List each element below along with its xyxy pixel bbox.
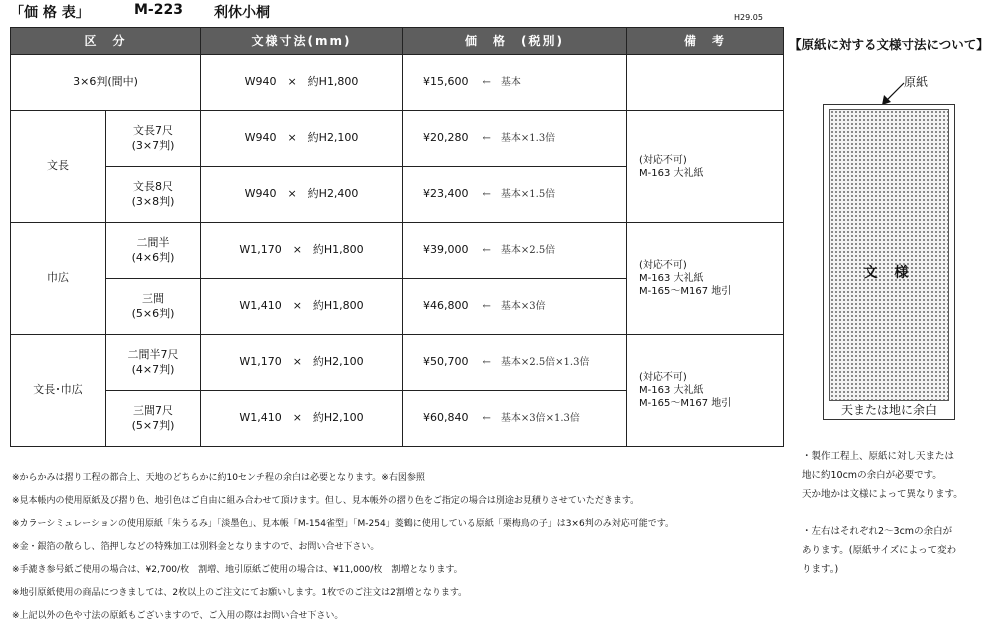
- table-row: [11, 55, 784, 111]
- price-value: ¥50,700: [423, 355, 469, 369]
- header-remarks: 備 考: [627, 28, 784, 55]
- diagram-note-line: ・左右はそれぞれ2～3cmの余白が: [802, 526, 953, 537]
- product-name: 利休小桐: [214, 5, 270, 21]
- subcategory-cell: 二間半7尺 (4×7判): [106, 335, 201, 391]
- price-cell: [403, 279, 627, 335]
- price-multiplier: ← 基本×3倍×1.3倍: [482, 413, 580, 425]
- remarks-cell: (対応不可) M-163 大礼紙: [627, 111, 784, 223]
- subcategory-cell: 二間半 (4×6判): [106, 223, 201, 279]
- footnote: ※上記以外の色や寸法の原紙もございますので、ご入用の際はお問い合せ下さい。: [12, 611, 344, 621]
- price-value: ¥39,000: [423, 243, 469, 257]
- price-multiplier: ← 基本: [482, 77, 521, 89]
- price-value: ¥60,840: [423, 411, 469, 425]
- price-value: ¥46,800: [423, 299, 469, 313]
- size-cell: W1,410 × 約H2,100: [201, 391, 403, 447]
- price-cell: [403, 55, 627, 111]
- diagram-note-line: 地に約10cmの余白が必要です。: [802, 470, 942, 481]
- category-cell: 3×6判(間中): [11, 55, 201, 111]
- price-cell: [403, 335, 627, 391]
- size-cell: W940 × 約H1,800: [201, 55, 403, 111]
- group-label-habahiro: 巾広: [11, 223, 106, 335]
- footnote: ※見本帳内の使用原紙及び摺り色、地引色はご自由に組み合わせて頂けます。但し、見本帳外の摺り色をご指定の場合は別途お見積りさせていただきます。: [12, 496, 640, 506]
- pattern-label: 文 様: [863, 265, 915, 281]
- price-list-title: 「価 格 表」: [10, 5, 90, 21]
- group-label-both: 文長･巾広: [11, 335, 106, 447]
- remarks-cell: [627, 55, 784, 111]
- remarks-cell: (対応不可) M-163 大礼紙 M-165～M167 地引: [627, 335, 784, 447]
- subcategory-cell: 文長7尺 (3×7判): [106, 111, 201, 167]
- price-value: ¥15,600: [423, 75, 469, 89]
- footnote: ※からかみは摺り工程の都合上、天地のどちらかに約10センチ程の余白は必要となります。※右図参照: [12, 473, 425, 483]
- size-cell: W1,410 × 約H1,800: [201, 279, 403, 335]
- size-cell: W1,170 × 約H2,100: [201, 335, 403, 391]
- revision-date: H29.05: [734, 13, 763, 22]
- remarks-cell: (対応不可) M-163 大礼紙 M-165～M167 地引: [627, 223, 784, 335]
- table-header-row: [11, 28, 784, 55]
- footnote: ※地引原紙使用の商品につきましては、2枚以上のご注文にてお願いします。1枚でのご注文は2割増となります。: [12, 588, 468, 598]
- size-cell: W940 × 約H2,400: [201, 167, 403, 223]
- price-multiplier: ← 基本×1.5倍: [482, 189, 556, 201]
- diagram-note-line: ・製作工程上、原紙に対し天または: [802, 451, 955, 462]
- diagram-note-line: ります。): [802, 564, 839, 575]
- price-multiplier: ← 基本×1.3倍: [482, 133, 556, 145]
- price-multiplier: ← 基本×2.5倍: [482, 245, 556, 257]
- price-cell: [403, 223, 627, 279]
- subcategory-cell: 三間 (5×6判): [106, 279, 201, 335]
- size-cell: W940 × 約H2,100: [201, 111, 403, 167]
- header-category: 区 分: [11, 28, 201, 55]
- price-cell: [403, 391, 627, 447]
- subcategory-cell: 三間7尺 (5×7判): [106, 391, 201, 447]
- price-multiplier: ← 基本×3倍: [482, 301, 546, 313]
- footnote: ※手漉き参号紙ご使用の場合は、¥2,700/枚 割増、地引原紙ご使用の場合は、¥11,000/枚 割増となります。: [12, 565, 463, 575]
- product-code: M-223: [134, 2, 183, 18]
- paper-label: 原紙: [904, 75, 929, 89]
- price-table: [10, 27, 784, 447]
- size-cell: W1,170 × 約H1,800: [201, 223, 403, 279]
- paper-diagram: [823, 104, 955, 420]
- group-label-bunnaga: 文長: [11, 111, 106, 223]
- footnotes: [12, 470, 674, 631]
- table-row: [11, 335, 784, 391]
- footnote: ※カラーシミュレーションの使用原紙「朱うるみ」「淡墨色」、見本帳「M-154雀型」「M-254」菱鶴に使用している原紙「栗梅鳥の子」は3×6判のみ対応可能です。: [12, 519, 674, 529]
- pattern-area: [829, 109, 949, 401]
- price-multiplier: ← 基本×2.5倍×1.3倍: [482, 357, 590, 369]
- table-row: [11, 223, 784, 279]
- subcategory-cell: 文長8尺 (3×8判): [106, 167, 201, 223]
- header-size: 文様寸法(mm): [201, 28, 403, 55]
- footnote: ※金・銀箔の散らし、箔押しなどの特殊加工は別料金となりますので、お問い合せ下さい。: [12, 542, 380, 552]
- diagram-title: 【原紙に対する文様寸法について】: [789, 37, 989, 52]
- price-cell: [403, 167, 627, 223]
- diagram-note-line: あります。(原紙サイズによって変わ: [802, 545, 957, 556]
- price-value: ¥20,280: [423, 131, 469, 145]
- table-row: [11, 111, 784, 167]
- price-value: ¥23,400: [423, 187, 469, 201]
- diagram-note-line: 天か地かは文様によって異なります。: [802, 489, 963, 500]
- price-cell: [403, 111, 627, 167]
- header-price: 価 格 (税別): [403, 28, 627, 55]
- margin-label: 天または地に余白: [840, 403, 937, 417]
- diagram-notes: [802, 447, 963, 579]
